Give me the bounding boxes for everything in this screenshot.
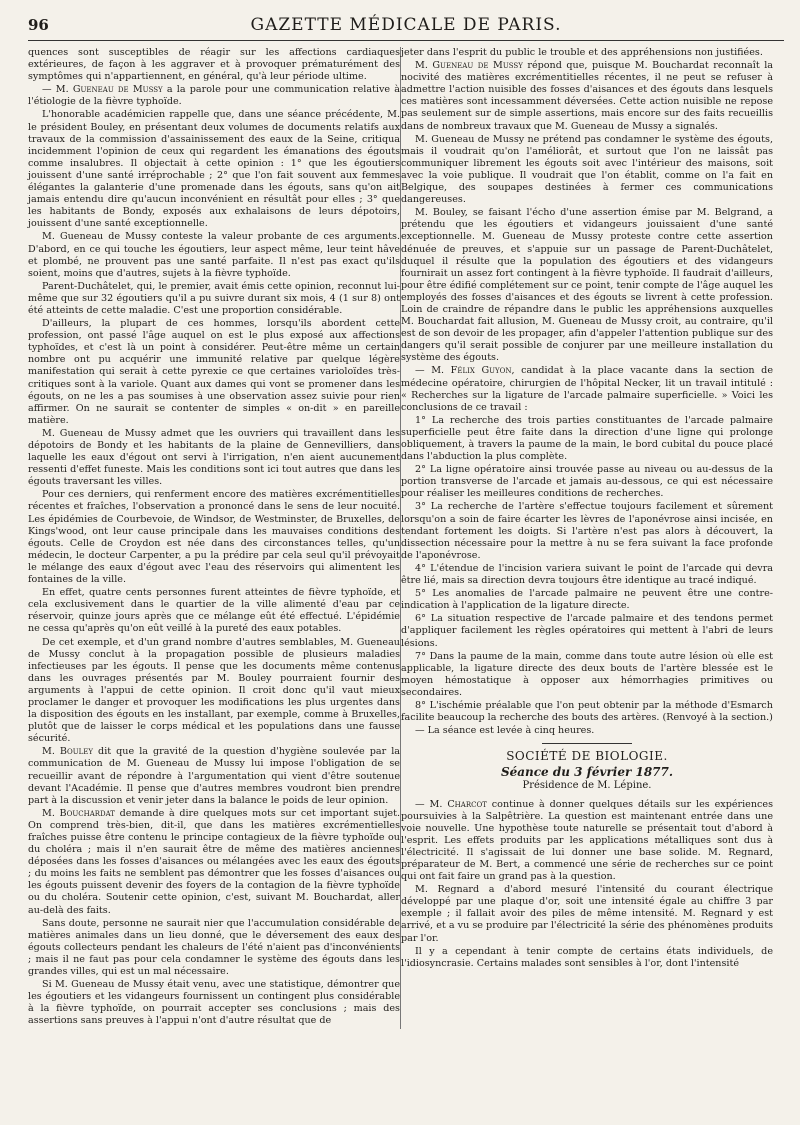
paragraph: M. Gueneau de Mussy ne prétend pas condamner le système des égouts, mais il voudrait qu'on l'améliorât, et surtout que l'on ne laissât pas communiquer librement les égouts soit avec l'intérieur des maisons, soit avec la voie publique. Il voudrait que l'on établit, comme on l'a fait en Belgique, des soupapes destinées à fermer ces communications dangereuses.: [401, 133, 773, 206]
paragraph: quences sont susceptibles de réagir sur les affections cardiaques extérieures, de façon à les aggraver et à provoquer prématurément des symptômes qui n'appartiennent, en général, qu'à leur période ultime.: [28, 47, 400, 83]
columns: [28, 47, 784, 1029]
list-item: 5° Les anomalies de l'arcade palmaire ne peuvent être une contre-indication à l'application de la ligature directe.: [401, 588, 773, 612]
right-column: [401, 47, 773, 1029]
page-header: [28, 12, 784, 41]
speaker-name: M. Gueneau de Mussy: [415, 60, 523, 72]
session-close: — La séance est levée à cinq heures.: [415, 725, 595, 737]
presidency-line: Présidence de M. Lépine.: [522, 780, 652, 792]
society-heading: SOCIÉTÉ DE BIOLOGIE.: [506, 749, 668, 764]
paragraph: Pour ces derniers, qui renferment encore des matières excrémentitielles récentes et fraîches, l'observation a prononcé dans le sens de leur nocuité. Les épidémies de Courbevoie, de Windsor, de Westminster, de Bruxelles, de Kings'wood, ont leur cause principale dans les mauvaises conditions des égouts. Celle de Croydon est née dans des circonstances telles, qu'un médecin, le docteur Carpenter, a pu la prédire par cela seul qu'il prévoyait le mélange des eaux d'égout avec l'eau des réservoirs qui alimentent les fontaines de la ville.: [28, 489, 400, 586]
paragraph: De cet exemple, et d'un grand nombre d'autres semblables, M. Gueneau de Mussy conclut à la propagation possible de plusieurs maladies infectieuses par les égouts. Il pense que les documents même contenus dans les ouvrages présentés par M. Bouley pourraient fournir des arguments à l'appui de cette opinion. Il croit donc qu'il vaut mieux proclamer le danger et provoquer les modifications les plus urgentes dans la disposition des égouts en les installant, par exemple, comme à Bruxelles, plutôt que de laisser le corps médical et les populations dans une fausse sécurité.: [28, 636, 400, 745]
left-column: [28, 47, 400, 1029]
list-item: 7° Dans la paume de la main, comme dans toute autre lésion où elle est applicable, la ligature directe des deux bouts de l'artère blessée est le moyen hémostatique à opposer aux hémorrhagies primitives ou secondaires.: [401, 650, 773, 698]
paragraph-text: répond que, puisque M. Bouchardat reconnaît la nocivité des matières excrémentitielles récentes, il ne peut se refuser à admettre l'action nuisible des fosses d'aisances et des égouts dans lesquels ces matières sont incessamment déversées. Cette action nuisible ne repose pas seulement sur de simple assertions, mais encore sur des faits recueillis dans de nombreux travaux que M. Gueneau de Mussy a signalés.: [401, 60, 774, 132]
paragraph-text: , candidat à la place vacante dans la section de médecine opératoire, chirurgien de l'hôpital Necker, lit un travail intitulé : « Recherches sur la ligature de l'arcade palmaire superficielle. » Voici les conclusions de ce travail :: [401, 365, 773, 413]
paragraph: Il y a cependant à tenir compte de certains états individuels, de l'idiosyncrasie. Certains malades sont sensibles à l'or, dont l'intensité: [401, 945, 773, 969]
paragraph: Parent-Duchâtelet, qui, le premier, avait émis cette opinion, reconnut lui-même que sur 32 égoutiers qu'il a pu suivre durant six mois, 4 (1 sur 8) ont été atteints de cette maladie. C'est une proportion considérable.: [28, 280, 400, 316]
paragraph: Sans doute, personne ne saurait nier que l'accumulation considérable de matières animales dans un lieu donné, que le déversement des eaux des égouts collecteurs pendant les chaleurs de l'été n'aient pas d'inconvénients ; mais il ne faut pas pour cela condamner le système des égouts dans les grandes villes, qui est un mal nécessaire.: [28, 917, 400, 978]
paragraph: [28, 746, 400, 806]
paragraph: Si M. Gueneau de Mussy était venu, avec une statistique, démontrer que les égoutiers et les vidangeurs fournissent un contingent plus considérable à la fièvre typhoïde, on pourrait accepter ses conclusions ; mais des assertions sans preuves à l'appui n'ont d'autre résultat que de: [28, 979, 400, 1027]
paragraph: [401, 60, 773, 133]
paragraph: — M. Gueneau de Mussy a la parole pour une communication relative à l'étiologie de la fièvre typhoïde.: [28, 84, 400, 108]
list-item: 8° L'ischémie préalable que l'on peut obtenir par la méthode d'Esmarch facilite beaucoup la recherche des bouts des artères. (Renvoyé à la section.): [401, 699, 773, 724]
speaker-name: M. Bouchardat: [42, 807, 115, 819]
list-item: 3° La recherche de l'artère s'effectue toujours facilement et sûrement lorsqu'on a soin de faire écarter les lèvres de l'aponévrose ainsi incisée, en tendant fortement les doigts. Si l'artère n'est pas alors à découvert, la dissection nécessaire pour la mettre à nu se fera suivant la face profonde de l'aponévrose.: [401, 501, 773, 561]
list-item: 6° La situation respective de l'arcade palmaire et des tendons permet d'appliquer facilement les règles opératoires qui mettent à l'abri de leurs lésions.: [401, 613, 773, 649]
journal-title: GAZETTE MÉDICALE DE PARIS.: [250, 15, 562, 35]
speaker-name: M. Charcot: [429, 798, 487, 810]
paragraph: L'honorable académicien rappelle que, dans une séance précédente, M. le président Bouley, en présentant deux volumes de documents relatifs aux travaux de la commission d'assainissement des eaux de la Seine, critiqua incidemment l'opinion de ceux qui regardent les émanations des égouts comme insalubres. Il objectait à cette opinion : 1° que les égoutiers jouissent d'une santé irréprochable ; 2° que l'on fait souvent aux femmes élégantes la galanterie d'une promenade dans les égouts, sans qu'on ait jamais entendu dire qu'aucun inconvénient en résultât pour elles ; 3° que les habitants de Bondy, exposés aux exhalaisons de leurs dépotoirs, jouissent d'une santé exceptionnelle.: [28, 109, 400, 230]
paragraph: M. Bouley, se faisant l'écho d'une assertion émise par M. Belgrand, a prétendu que les égoutiers et vidangeurs jouissaient d'une santé exceptionnelle. M. Gueneau de Mussy proteste contre cette assertion dénuée de preuves, et s'appuie sur un passage de Parent-Duchâtelet, duquel il résulte que la population des égoutiers et des vidangeurs fournirait un assez fort contingent à la fièvre typhoïde. Il faudrait d'ailleurs, pour être édifié complétement sur ce point, tenir compte de l'âge auquel les employés des fosses d'aisances et des égouts se livrent à cette profession. Loin de craindre de répandre dans le public les appréhensions auxquelles M. Bouchardat fait allusion, M. Gueneau de Mussy croit, au contraire, qu'il est de son devoir de les propager, afin d'appeler l'attention publique sur des dangers qu'il serait possible de conjurer par une meilleure installation du système des égouts.: [401, 207, 773, 364]
paragraph-text: demande à dire quelques mots sur cet important sujet. On comprend très-bien, dit-il, que dans les matières excrémentielles fraîches puisse être contenu le principe contagieux de la fièvre typhoïde ou du choléra ; mais il n'en saurait être de même des matières anciennes déposées dans les fosses d'aisances ou mélangées avec les eaux des égouts ; du moins les faits ne semblent pas démontrer que les fosses d'aisances ou les égouts puissent devenir des foyers de la contagion de la fièvre typhoïde ou du choléra. Soutenir cette opinion, c'est, suivant M. Bouchardat, aller au-delà des faits.: [28, 807, 400, 916]
speaker-name: M. Félix Guyon: [431, 365, 512, 377]
speaker-name: M. Gueneau de Mussy: [55, 84, 163, 96]
paragraph: M. Gueneau de Mussy admet que les ouvriers qui travaillent dans les dépotoirs de Bondy et les habitants de la plaine de Gennevilliers, dans laquelle les eaux d'égout ont servi à l'irrigation, n'en aient aucunement ressenti d'effet funeste. Mais les conditions sont ici tout autres que dans les égouts traversant les villes.: [28, 427, 400, 488]
conclusions-list: [401, 415, 773, 724]
speaker-name: M. Bouley: [42, 746, 93, 758]
paragraph: M. Regnard a d'abord mesuré l'intensité du courant électrique développé par une plaque d'or, soit une intensité égale au chiffre 3 par exemple ; il fallait avoir des piles de même intensité. M. Regnard y est arrivé, et a vu se produire par l'électricité la série des phénomènes produits par l'or.: [401, 884, 773, 944]
list-item: 1° La recherche des trois parties constituantes de l'arcade palmaire superficielle peut être faite dans la direction d'une ligne qui prolonge obliquement, à travers la paume de la main, le bord cubital du pouce placé dans l'abduction la plus complète.: [401, 414, 773, 463]
list-item: 4° L'étendue de l'incision variera suivant le point de l'arcade qui devra être lié, mais sa direction devra toujours être identique au tracé indiqué.: [401, 562, 773, 587]
paragraph-text: dit que la gravité de la question d'hygiène soulevée par la communication de M. Gueneau de Mussy lui impose l'obligation de se recueillir avant de répondre à l'argumentation qui vient d'être soutenue devant l'Académie. Il pense que d'autres membres voudront bien prendre part à la discussion et venir jeter dans la balance le poids de leur opinion.: [28, 746, 400, 806]
paragraph: — M. Charcot continue à donner quelques détails sur les expériences poursuivies à la Salpêtrière. La question est maintenant entrée dans une voie nouvelle. Une hypothèse toute naturelle se présentait tout d'abord à l'esprit. Les effets produits par les applications métalliques sont dus à l'électricité. Il s'agissait de lui donner une base solide. M. Regnard, préparateur de M. Bert, a commencé une série de recherches sur ce point qui ont fait faire un grand pas à la question.: [401, 798, 773, 883]
paragraph: [28, 808, 400, 917]
session-heading: Séance du 3 février 1877.: [500, 765, 674, 780]
paragraph: M. Gueneau de Mussy conteste la valeur probante de ces arguments. D'abord, en ce qui touche les égoutiers, leur aspect même, leur teint hâve et plombé, ne prouvent pas une santé parfaite. Il n'est pas exact qu'ils soient, moins que d'autres, sujets à la fièvre typhoïde.: [28, 231, 400, 279]
paragraph-text: continue à donner quelques détails sur les expériences poursuivies à la Salpêtrière. La question est maintenant entrée dans une voie nouvelle. Une hypothèse toute naturelle se présentait tout d'abord à l'esprit. Les effets produits par les applications métalliques sont dus à l'électricité. Il s'agissait de lui donner une base solide. M. Regnard, préparateur de M. Bert, a commencé une série de recherches sur ce point qui ont fait faire un grand pas à la question.: [401, 798, 773, 883]
paragraph: D'ailleurs, la plupart de ces hommes, lorsqu'ils abordent cette profession, ont passé l'âge auquel on est le plus exposé aux affections typhoïdes, et c'est là un point à considérer. Peut-être même un certain nombre ont pu acquérir une immunité relative par quelque légère manifestation qui serait à cette pyrexie ce que certaines varioloïdes très-critiques sont à la variole. Quant aux dames qui vont se promener dans les égouts, on ne les a pas soumises à une observation assez suivie pour rien affirmer. On ne saurait se contenter de simples « on-dit » en pareille matière.: [28, 318, 400, 426]
paragraph: — M. Félix Guyon, candidat à la place vacante dans la section de médecine opératoire, chirurgien de l'hôpital Necker, lit un travail intitulé : « Recherches sur la ligature de l'arcade palmaire superficielle. » Voici les conclusions de ce travail :: [401, 365, 773, 413]
page-number: 96: [28, 16, 49, 34]
paragraph: En effet, quatre cents personnes furent atteintes de fièvre typhoïde, et cela exclusivement dans le quartier de la ville alimenté d'eau par ce réservoir, quinze jours après que ce mélange eût été effectué. L'épidémie ne cessa qu'après qu'on eût veillé à la pureté des eaux potables.: [28, 587, 400, 635]
list-item: 2° La ligne opératoire ainsi trouvée passe au niveau ou au-dessus de la portion transverse de l'arcade et jamais au-dessous, ce qui est nécessaire pour réaliser les meilleures conditions de recherches.: [401, 464, 773, 500]
section-rule: [542, 743, 632, 744]
paragraph: jeter dans l'esprit du public le trouble et des appréhensions non justifiées.: [401, 47, 763, 58]
paragraph-text: a la parole pour une communication relative à l'étiologie de la fièvre typhoïde.: [28, 84, 400, 108]
